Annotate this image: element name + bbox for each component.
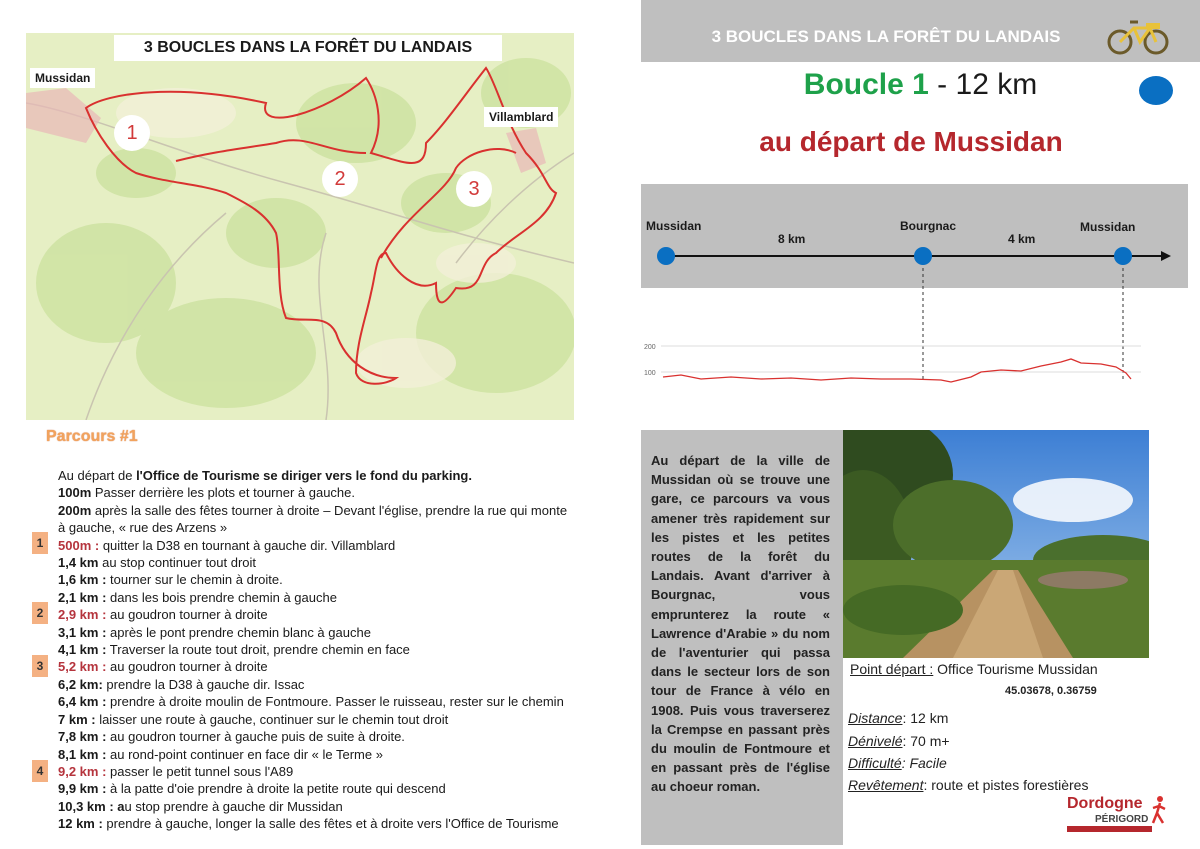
step-text: au rond-point continuer en face dir « le Terme » — [106, 746, 383, 762]
start-point-value: Office Tourisme Mussidan — [933, 661, 1098, 677]
step-line — [58, 763, 588, 780]
step-text: au stop continuer tout droit — [98, 555, 257, 571]
step-text: prendre à droite moulin de Fontmoure. Passer le ruisseau, rester sur le chemin — [106, 694, 564, 710]
step-text: au goudron tourner à droite — [106, 659, 268, 675]
denivele-row — [848, 733, 950, 749]
elevation-profile — [641, 325, 1161, 395]
denivele-value: : 70 m+ — [902, 733, 950, 749]
bicycle-icon — [1106, 14, 1170, 56]
step-line — [58, 554, 588, 571]
step-distance: 6,4 km : — [58, 694, 107, 710]
map-loop-1-marker: 1 — [114, 115, 150, 151]
step-text: Au départ de — [58, 468, 137, 483]
step-text: à gauche, « rue des Arzens » — [58, 520, 228, 536]
step-text: après la salle des fêtes tourner à droite – Devant l'église, prendre la rue qui monte — [91, 502, 568, 518]
step-marker-4: 4 — [32, 760, 48, 782]
boucle-label: Boucle 1 — [803, 68, 929, 101]
header-title: 3 BOUCLES DANS LA FORÊT DU LANDAIS — [711, 27, 1061, 46]
loop-color-dot — [1139, 76, 1173, 105]
distance-row — [848, 710, 948, 726]
step-text: au goudron tourner à droite — [106, 607, 268, 623]
step-distance: 12 km : — [58, 816, 103, 832]
revetement-label: Revêtement — [848, 777, 924, 793]
step-text: quitter la D38 en tournant à gauche dir. Villamblard — [99, 537, 396, 553]
step-line — [58, 693, 588, 710]
revetement-row — [848, 777, 1088, 793]
step-distance: 7,8 km : — [58, 729, 107, 745]
step-distance: 3,1 km : — [58, 624, 107, 640]
difficulte-label: Difficulté — [848, 755, 902, 771]
revetement-value: : route et pistes forestières — [923, 777, 1089, 793]
step-distance: 1,4 km — [58, 555, 99, 571]
step-distance: 100m — [58, 485, 92, 501]
step-line — [58, 537, 588, 554]
step-text: u stop prendre à gauche dir Mussidan — [124, 798, 343, 814]
step-distance: 2,1 km : — [58, 589, 107, 605]
distance-label: Distance — [848, 710, 903, 726]
step-text: dans les bois prendre chemin à gauche — [106, 589, 337, 605]
denivele-label: Dénivelé — [848, 733, 903, 749]
step-distance: 5,2 km : — [58, 659, 107, 675]
route-segment-1: 8 km — [778, 232, 806, 246]
route-map — [26, 33, 574, 420]
route-mid-label: Bourgnac — [900, 219, 957, 233]
boucle-distance: - 12 km — [928, 68, 1038, 101]
step-distance: 1,6 km : — [58, 572, 107, 588]
step-line — [58, 589, 588, 606]
step-line — [58, 658, 588, 675]
step-line — [58, 624, 588, 641]
step-bold-text: l'Office de Tourisme se diriger vers le fond du parking. — [136, 468, 472, 483]
profile-label-200: 200 — [644, 344, 656, 351]
step-text: à la patte d'oie prendre à droite la petite route qui descend — [106, 781, 446, 797]
step-text: laisser une route à gauche, continuer sur le chemin tout droit — [95, 711, 449, 727]
distance-value: : 12 km — [902, 710, 949, 726]
step-marker-2: 2 — [32, 602, 48, 624]
step-line — [58, 711, 588, 728]
step-line — [58, 606, 588, 623]
boucle-heading — [641, 68, 1200, 102]
start-point — [850, 661, 1098, 677]
steps-list — [58, 467, 588, 833]
map-loop-2-marker: 2 — [322, 161, 358, 197]
step-text: prendre la D38 à gauche dir. Issac — [102, 676, 305, 692]
step-line — [58, 571, 588, 588]
difficulte-value: : Facile — [901, 755, 947, 771]
difficulte-row — [848, 755, 947, 771]
step-text: après le pont prendre chemin blanc à gauche — [106, 624, 371, 640]
logo-bar — [1067, 826, 1152, 832]
step-marker-3: 3 — [32, 655, 48, 677]
step-line — [58, 502, 588, 519]
step-distance: 8,1 km : — [58, 746, 107, 762]
step-distance: 6,2 km: — [58, 676, 103, 692]
dordogne-logo — [1067, 795, 1167, 835]
step-distance: 7 km : — [58, 711, 96, 727]
step-line — [58, 467, 588, 484]
route-segment-2: 4 km — [1008, 232, 1036, 246]
step-text: au goudron tourner à gauche puis de suite à droite. — [106, 729, 405, 745]
step-line — [58, 728, 588, 745]
step-text: Passer derrière les plots et tourner à gauche. — [91, 485, 356, 501]
step-line — [58, 798, 588, 815]
step-distance: 2,9 km : — [58, 607, 107, 623]
route-start-label: Mussidan — [646, 219, 702, 233]
map-graphic — [26, 33, 574, 420]
step-line — [58, 676, 588, 693]
step-line — [58, 519, 588, 536]
parcours-title: Parcours #1 — [46, 428, 138, 445]
step-line — [58, 484, 588, 501]
route-start-dot — [657, 247, 675, 265]
step-distance: 9,2 km : — [58, 763, 107, 779]
logo-sub: PÉRIGORD — [1095, 814, 1149, 825]
depart-heading: au départ de Mussidan — [759, 126, 1063, 157]
trail-photo — [843, 430, 1149, 658]
step-distance: 500m : — [58, 537, 100, 553]
step-text: prendre à gauche, longer la salle des fêtes et à droite vers l'Office de Tourisme — [102, 816, 559, 832]
step-text: passer le petit tunnel sous l'A89 — [106, 763, 294, 779]
map-town-villamblard: Villamblard — [484, 107, 558, 127]
map-title: 3 BOUCLES DANS LA FORÊT DU LANDAIS — [114, 35, 502, 61]
profile-label-100: 100 — [644, 370, 656, 377]
map-town-mussidan: Mussidan — [30, 68, 95, 88]
route-end-dot — [1114, 247, 1132, 265]
step-distance: 200m — [58, 502, 92, 518]
logo-name: Dordogne — [1067, 795, 1143, 812]
step-distance: 4,1 km : — [58, 642, 107, 658]
step-marker-1: 1 — [32, 532, 48, 554]
map-loop-3-marker: 3 — [456, 171, 492, 207]
route-end-label: Mussidan — [1080, 220, 1136, 234]
route-mid-dot — [914, 247, 932, 265]
step-line — [58, 780, 588, 797]
step-line — [58, 815, 588, 832]
start-coordinates: 45.03678, 0.36759 — [1005, 685, 1097, 697]
step-line — [58, 641, 588, 658]
step-line — [58, 746, 588, 763]
step-distance: 9,9 km : — [58, 781, 107, 797]
step-distance: 10,3 km : a — [58, 798, 125, 814]
walker-icon — [1151, 795, 1167, 825]
description-text: Au départ de la ville de Mussidan où se trouve une gare, ce parcours va vous amener très rapidement sur les pistes et les petites routes de la forêt du Landais. Avant d'arriver à Bourgnac, vous emprunterez la route « Lawrence d'Arabie » du nom de l'aventurier qui passa dans le secteur lors de son tour de France à vélo en 1908. Puis vous traverserez la Crempse en passant près du moulin de Fontmoure et en passant près de l'église au choeur roman. — [651, 453, 830, 795]
step-text: tourner sur le chemin à droite. — [106, 572, 283, 588]
start-point-label: Point départ : — [850, 661, 934, 677]
step-text: Traverser la route tout droit, prendre chemin en face — [106, 642, 410, 658]
